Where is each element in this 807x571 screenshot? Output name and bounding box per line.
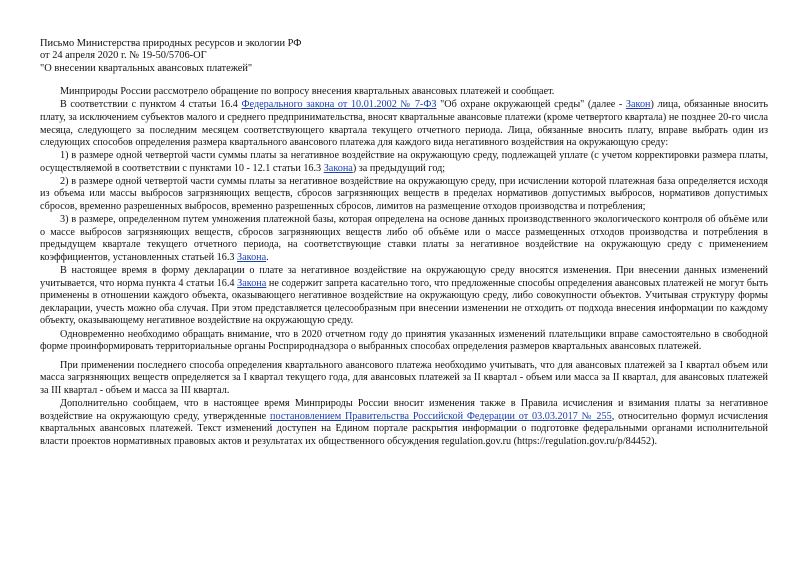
paragraph-text: 1) в размере одной четвертой части суммы платы за негативное воздействие на окружающую среду, подлежащей уплате (с учетом корректировки размера платы, осуществляемой в соответствии с пунктами 10 - 12.1 статьи 16.3 <box>40 150 768 174</box>
legal-reference-link[interactable]: постановлением Правительства Российской Федерации от 03.03.2017 № 255 <box>270 410 612 422</box>
paragraph-text: не содержит запрета касательно того, что предложенные способы определения авансовых платежей не могут быть применены в отношении каждого объекта, оказывающего негативное воздействие на окружающую среду, либо совокупности объектов. Учитывая структуру формы декларации, учесть можно оба случая. При этом представляется целесообразным при внесении изменении не отходить от подхода внесения информации по каждому объекту, оказывающему негативное воздействие на окружающую среду. <box>40 277 768 327</box>
legal-reference-link[interactable]: Закона <box>237 251 267 263</box>
letter-issuer: Письмо Министерства природных ресурсов и экологии РФ <box>40 38 302 49</box>
paragraph-text: "Об охране окружающей среды" (далее - <box>436 99 626 111</box>
paragraph-text: Одновременно необходимо обращать внимание, что в 2020 отчетном году до принятия указанных изменений плательщики вправе самостоятельно в свободной форме проинформировать территориальные органы Росприроднадзора о выбранных способах определения размеров квартальных авансовых платежей. <box>40 328 768 353</box>
body-paragraph <box>40 398 768 448</box>
paragraph-text: , относительно формул исчисления квартальных авансовых платежей. Текст изменений доступен на Едином портале раскрытия информации о подготовке федеральными органами исполнительной власти проектов нормативных правовых актов и результатах их общественного обсуждения regulation.gov.ru (https://regulation.gov.ru/p/84452). <box>40 410 768 447</box>
paragraph-text: При применении последнего способа определения квартального авансового платежа необходимо учитывать, что для авансовых платежей за I квартал объем или масса загрязняющих веществ определяется за I квартал текущего года, для авансовых платежей за II квартал - объем или масса за II квартал, для авансовых платежей за III квартал - объем и масса за III квартал. <box>40 359 768 396</box>
paragraph-text: В соответствии с пунктом 4 статьи 16.4 <box>60 99 242 111</box>
body-paragraph <box>40 265 768 328</box>
paragraph-text: . <box>266 251 269 263</box>
legal-reference-link[interactable]: Закона <box>237 277 267 289</box>
body-paragraph <box>40 99 768 149</box>
legal-reference-link[interactable]: Закон <box>625 99 651 111</box>
document-body <box>40 86 768 448</box>
body-paragraph <box>40 360 768 398</box>
paragraph-text: ) лица, обязанные вносить плату, за исключением субъектов малого и среднего предпринимательства, вносят квартальные авансовые платежи (кроме четвертого квартала) не позднее 20-го числа месяца, следующего за последним месяцем соответствующего квартала текущего отчетного периода. Лица, обязанные вносить плату, вправе выбрать один из следующих способов определения размера квартального авансового платежа для каждого вида негативного воздействия на окружающую среду: <box>40 99 769 149</box>
paragraph-text: Минприроды России рассмотрело обращение по вопросу внесения квартальных авансовых платежей и сообщает. <box>60 86 555 98</box>
body-paragraph <box>40 214 768 264</box>
paragraph-text: 2) в размере одной четвертой части суммы платы за негативное воздействие на окружающую среду, при исчислении которой платежная база определяется исходя из объема или массы выбросов загрязняющих веществ, сбросов загрязняющих веществ в пределах нормативов допустимых выбросов, нормативов допустимых сбросов, временно разрешенных выбросов, временно разрешенных сбросов, лимитов на размещение отходов производства и потребления; <box>40 175 768 213</box>
paragraph-text: ) за предыдущий год; <box>352 162 446 174</box>
paragraph-text: 3) в размере, определенном путем умножения платежной базы, которая определена на основе данных производственного экологического контроля об объёме или о массе выбросов загрязняющих веществ, сбросов загрязняющих веществ либо об объёме или о массе размещенных отходов производства и потребления в предыдущем квартале текущего отчетного периода, на соответствующие ставки платы за негативное воздействие на окружающую среду с применением коэффициентов, установленных статьей 16.3 <box>40 214 768 263</box>
body-paragraph <box>40 176 768 214</box>
legal-reference-link[interactable]: Закона <box>323 162 353 174</box>
paragraph-text: В настоящее время в форму декларации о плате за негативное воздействие на окружающую среду вносятся изменения. При внесении данных изменений учитывается, что норма пункта 4 статьи 16.4 <box>40 265 768 289</box>
legal-reference-link[interactable]: Федерального закона от 10.01.2002 № 7-ФЗ <box>241 99 437 111</box>
document-header <box>40 38 768 75</box>
letter-date-number: от 24 апреля 2020 г. № 19-50/5706-ОГ <box>40 50 207 62</box>
paragraph-text: Дополнительно сообщаем, что в настоящее время Минприроды России вносит изменения также в Правила исчисления и взимания платы за негативное воздействие на окружающую среду, утвержденные <box>40 397 768 422</box>
document-page <box>40 38 768 449</box>
letter-subject: "О внесении квартальных авансовых платежей" <box>40 62 253 74</box>
body-paragraph <box>40 86 768 99</box>
body-paragraph <box>40 150 768 175</box>
body-paragraph <box>40 329 768 354</box>
